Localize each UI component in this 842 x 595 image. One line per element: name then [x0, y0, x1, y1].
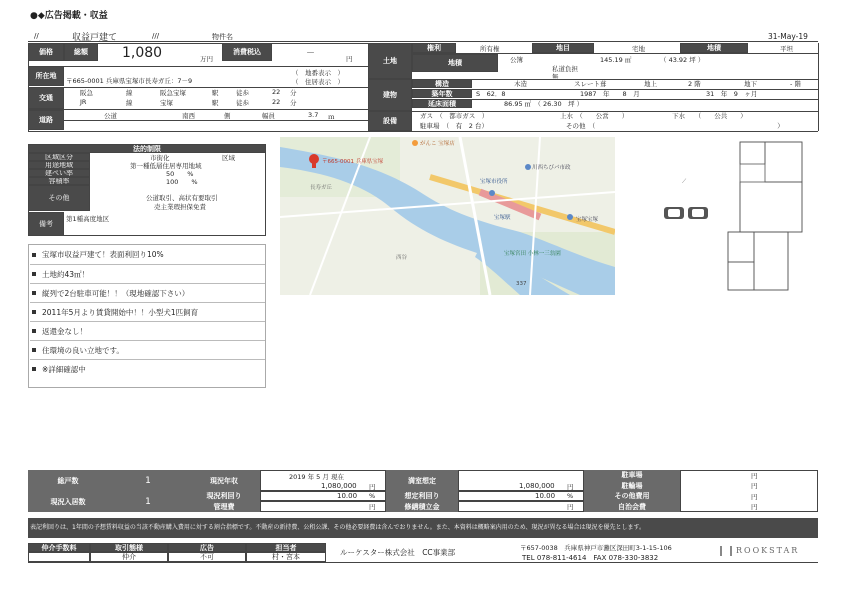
road-width: 3.7 — [308, 111, 319, 119]
built-age — [706, 89, 757, 98]
bcr-label: 建ぺい率 — [28, 169, 90, 177]
tsubo-unit: 坪 — [689, 56, 696, 64]
transport-company: 阪急 — [80, 89, 93, 97]
map-poi-8: 西谷 — [396, 255, 408, 261]
logo — [720, 546, 799, 556]
yield-cell — [260, 491, 386, 501]
area-tsubo-value: 43.92 — [668, 56, 688, 64]
map-pin-label: 〒665-0001 兵庫県宝塚 — [322, 159, 384, 165]
rule — [28, 131, 818, 132]
road-type: 公道 — [104, 112, 117, 120]
transport-station-label: 駅 — [212, 89, 219, 97]
road-width-unit: ｍ — [328, 113, 335, 121]
year-sep: 8 — [501, 90, 506, 98]
date: 31-May-19 — [768, 32, 808, 41]
rule — [412, 111, 818, 112]
map-poi-4: 宝塚駅 — [494, 215, 511, 221]
floors-value: 2 — [688, 80, 693, 88]
tax-unit: 円 — [346, 55, 353, 63]
ad-value: 不可 — [168, 552, 246, 562]
built-year — [580, 89, 640, 98]
year-jp: 62 — [486, 90, 495, 98]
bcr-number: 50 — [166, 170, 175, 178]
built-label: 築年数 — [412, 89, 472, 98]
chiseki-label: 地積 — [680, 43, 748, 53]
units-value: 1 — [108, 470, 188, 491]
full-yield-cell — [458, 491, 584, 501]
below-label: 地下 — [744, 80, 757, 88]
facilities-other-label: その他 — [566, 122, 586, 130]
rule — [412, 53, 818, 54]
feature-text: 返還金なし！ — [42, 326, 87, 336]
type-suffix: /// — [152, 32, 160, 40]
age-years: 31 — [706, 90, 715, 98]
built-era: S 62．8 — [476, 90, 506, 98]
transport-walk-label: 徒歩 — [236, 99, 249, 107]
full-yield-pct: % — [567, 492, 574, 500]
transport-minutes: 22 — [272, 88, 281, 96]
note-label: 備考 — [28, 212, 64, 236]
map-poi-7: 長寿ガ丘 — [310, 185, 333, 191]
transport-station: 阪急宝塚 — [160, 89, 186, 97]
full-cell — [458, 470, 584, 491]
mgmt-label: 管理費 — [188, 501, 260, 512]
legal-other-label: その他 — [28, 185, 90, 211]
property-name-label: 物件名 — [212, 33, 233, 41]
year-ad: 1987 — [580, 90, 597, 98]
land-label: 土地 — [368, 43, 412, 79]
bike-label: 駐輪場 — [584, 480, 680, 491]
water-label: 上水 — [560, 112, 573, 120]
registered-label: （ 地番表示 ） — [292, 69, 344, 77]
rule — [28, 66, 368, 67]
legal-other-line2: 売主業瑕担保免責 — [154, 203, 206, 211]
company-name: ルーケスター株式会社 CC事業部 — [340, 548, 456, 557]
parking: 駐車場 （ 有 2 台） — [420, 122, 488, 130]
type-prefix: // — [34, 32, 39, 40]
staff-value: 村・宮本 — [246, 552, 326, 562]
roof: スレート葺 — [574, 80, 607, 88]
feature-text: ※詳細確認中 — [42, 364, 86, 374]
full-yield-value: 10.00 — [535, 492, 556, 500]
chimoku-value: 宅地 — [632, 45, 645, 53]
area-label: 地積 — [412, 54, 498, 72]
other-fee-yen: 円 — [751, 493, 758, 501]
legal-box-border — [28, 144, 266, 236]
yield-pct: % — [369, 492, 376, 500]
disclaimer: 表記利回りは、1年間の予想賃料収益の当該不動産購入費用に対する割合指標です。不動産の新持費、公租公課、その他必要経費は含んでおりません。また、本資料は概略案内用のため、現況が異なる場合は現況を優先とします。 — [28, 518, 818, 538]
annual-cell — [260, 470, 386, 491]
feature-text: 2011年5月より賃貸開始中！！小型犬1匹飼育 — [42, 307, 199, 317]
transport-station: 宝塚 — [160, 99, 173, 107]
far-number: 100 — [166, 178, 179, 186]
deal-label: 取引態様 — [90, 543, 168, 552]
map[interactable] — [280, 137, 615, 295]
structure-label: 構造 — [412, 79, 472, 88]
road-direction: 南西 — [182, 112, 195, 120]
parking-count: 2 — [468, 122, 473, 130]
sewer-value: 公共 — [714, 112, 728, 120]
rule — [818, 43, 819, 131]
month-unit: 月 — [633, 90, 640, 98]
transport-minutes: 22 — [272, 98, 281, 106]
floors-unit: 階 — [694, 80, 701, 88]
rule — [64, 120, 368, 121]
far-label: 容積率 — [28, 177, 90, 185]
logo-icon — [720, 546, 732, 556]
structure-value: 木造 — [514, 80, 527, 88]
full-yen: 円 — [567, 483, 574, 491]
sewer-label: 下水 — [672, 112, 685, 120]
year-unit: 年 — [603, 90, 610, 98]
gas: ガス （ 都市ガス ） — [420, 112, 489, 120]
rule — [412, 99, 818, 100]
features-box-border — [28, 244, 266, 388]
repair-yen: 円 — [567, 503, 574, 511]
fee-values-cell — [680, 470, 818, 512]
staff-label: 担当者 — [246, 543, 326, 552]
road-width-label: 幅員 — [262, 112, 275, 120]
rights-label: 権利 — [412, 43, 456, 53]
bike-yen: 円 — [751, 482, 758, 490]
bcr-pct: % — [187, 170, 194, 178]
facilities-other: その他 （ ） — [566, 122, 784, 130]
floor-plan — [660, 137, 820, 295]
transport-station-label: 駅 — [212, 99, 219, 107]
use-label: 用途地域 — [28, 161, 90, 169]
below-value-text: - — [790, 80, 793, 88]
units-label: 総戸数 — [28, 470, 108, 491]
rights-value: 所有権 — [480, 45, 500, 53]
feature-text: 縦列で2台駐車可能！！（現地確認下さい） — [42, 288, 190, 298]
location-label: 所在地 — [28, 66, 64, 86]
transport-company: JR — [80, 98, 87, 106]
bullet-icon: ●◆ — [30, 11, 45, 21]
tax-value: － — [306, 49, 316, 59]
area-sqm — [600, 55, 631, 64]
ad-label: 広告 — [168, 543, 246, 552]
sqm-unit: ㎡ — [624, 56, 632, 64]
full-label: 満室想定 — [386, 470, 458, 491]
transport-line-label: 線 — [126, 89, 133, 97]
feature-text: 宝塚市収益戸建て！表面利回り10% — [42, 250, 164, 259]
footer-rule — [28, 562, 818, 563]
fee-value — [28, 552, 90, 562]
parking-unit: 台 — [474, 122, 482, 130]
map-poi-5: 宝塚宝塚 — [576, 217, 599, 223]
tax-label: 消費税込 — [222, 43, 272, 61]
below-unit: 階 — [794, 80, 801, 88]
sewer: 下水 （ 公共 ） — [672, 112, 747, 120]
gas-value: 都市ガス — [449, 112, 476, 120]
price-label: 価格 — [28, 43, 64, 61]
chiseki-value: 平坦 — [780, 45, 793, 53]
assoc-yen: 円 — [751, 503, 758, 511]
page-title: ●◆広告掲載・収益 — [30, 11, 108, 21]
water: 上水 （ 公営 ） — [560, 112, 629, 120]
other-fee-label: その他費用 — [584, 491, 680, 501]
age-month-unit: ヶ月 — [744, 90, 758, 98]
repair-label: 修繕積立金 — [386, 501, 458, 512]
map-poi-3: 宝塚市役所 — [480, 179, 508, 185]
water-value: 公営 — [595, 112, 609, 120]
floors — [688, 79, 701, 88]
parking-fee-label: 駐車場 — [584, 470, 680, 480]
yield-label: 現況利回り — [188, 491, 260, 501]
transport-line-label: 線 — [126, 99, 133, 107]
annual-label: 現況年収 — [188, 470, 260, 491]
map-road-number: 337 — [516, 281, 527, 287]
parking-value: 有 — [455, 122, 463, 130]
parking-fee-yen: 円 — [751, 472, 758, 480]
price-value: 1,080 — [122, 45, 163, 61]
mgmt-yen: 円 — [369, 503, 376, 511]
zone-type: 区域 — [222, 154, 235, 162]
annual-value: 1,080,000 — [321, 482, 357, 490]
floor-area-sqm: 86.95 — [504, 100, 523, 108]
full-yield-label: 想定利回り — [386, 491, 458, 501]
mgmt-cell — [260, 501, 386, 512]
area-sqm-value: 145.19 — [600, 56, 623, 64]
logo-text: ROOKSTAR — [736, 546, 800, 555]
price-total-label: 総額 — [64, 43, 98, 61]
legal-header: 法的制限 — [28, 144, 266, 153]
residence-label: （ 住居表示 ） — [292, 78, 344, 86]
deal-value: 仲介 — [90, 552, 168, 562]
header-rule — [28, 41, 818, 42]
above-label: 地上 — [644, 80, 657, 88]
map-poi-6: 宝塚宮田 小林一三翁園 — [504, 251, 561, 257]
area-registry: 公簿 — [510, 56, 523, 64]
use-value: 第一種低層住居専用地域 — [130, 162, 202, 170]
transport-min-unit: 分 — [290, 89, 297, 97]
zone-city: 市街化 — [150, 154, 170, 162]
legal-other-line1: 公道取引、高状有要取引 — [146, 194, 218, 202]
floor-area-tsubo-unit: 坪 — [568, 100, 575, 108]
road-label: 道路 — [28, 110, 64, 130]
full-value: 1,080,000 — [519, 482, 555, 490]
price-unit: 万円 — [200, 55, 213, 63]
fee-label: 仲介手数料 — [28, 543, 90, 552]
parking-label: 駐車場 — [420, 122, 440, 130]
company-address: 〒657-0038 兵庫県神戸市灘区深田町3-1-15-106 — [520, 544, 672, 552]
repair-cell — [458, 501, 584, 512]
building-label: 建物 — [368, 79, 412, 111]
yield-value: 10.00 — [337, 492, 358, 500]
rule — [28, 43, 368, 44]
road-side: 側 — [224, 112, 231, 120]
floor-area-label: 延床面積 — [412, 99, 472, 108]
floor-area: 86.95 ㎡ （ 26.30 坪 ） — [504, 100, 584, 108]
month: 8 — [622, 90, 627, 98]
era: S — [476, 90, 481, 98]
floor-plan-drawing — [660, 137, 820, 295]
annual-yen: 円 — [369, 483, 376, 491]
zone-label: 区域区分 — [28, 153, 90, 161]
floor-area-tsubo: 26.30 — [543, 100, 562, 108]
facilities-label: 設備 — [368, 111, 412, 131]
age-months: 9 — [733, 90, 738, 98]
kubun: 私道負担 — [552, 65, 578, 73]
gas-label: ガス — [420, 112, 433, 120]
transport-walk-label: 徒歩 — [236, 89, 249, 97]
svg-text:⟋: ⟋ — [682, 178, 687, 185]
rule — [412, 79, 818, 80]
below-value — [790, 79, 801, 88]
transport-label: 交通 — [28, 87, 64, 109]
address: 〒665-0001 兵庫県宝塚市長寿ガ丘：7－9 — [66, 77, 193, 85]
rule — [28, 43, 29, 131]
rule — [28, 109, 368, 110]
kubun-value: 無 — [552, 73, 559, 81]
note-value: 第1種高度地区 — [66, 215, 110, 223]
far-pct: % — [191, 178, 198, 186]
age-year-unit: 年 — [720, 90, 728, 98]
rule — [28, 87, 368, 88]
chimoku-label: 地目 — [532, 43, 594, 53]
occupied-value: 1 — [108, 491, 188, 512]
feature-text: 土地約43㎡！ — [42, 269, 90, 279]
area-tsubo: （ 43.92 坪 ） — [660, 56, 705, 64]
annual-date: 2019 年 5 月 現在 — [289, 473, 344, 481]
property-type: 収益戸建て — [72, 33, 118, 43]
map-poi-2: 川西ちびパ市政 — [532, 165, 571, 171]
occupied-label: 現況入居数 — [28, 491, 108, 512]
company-tel: TEL 078-811-4614 FAX 078-330-3832 — [522, 554, 659, 562]
map-poi-1: がんこ 宝塚店 — [420, 141, 455, 147]
transport-min-unit: 分 — [290, 99, 297, 107]
feature-text: 住環境の良い立地です。 — [42, 345, 124, 355]
rule — [412, 89, 818, 90]
assoc-label: 自治会費 — [584, 501, 680, 512]
